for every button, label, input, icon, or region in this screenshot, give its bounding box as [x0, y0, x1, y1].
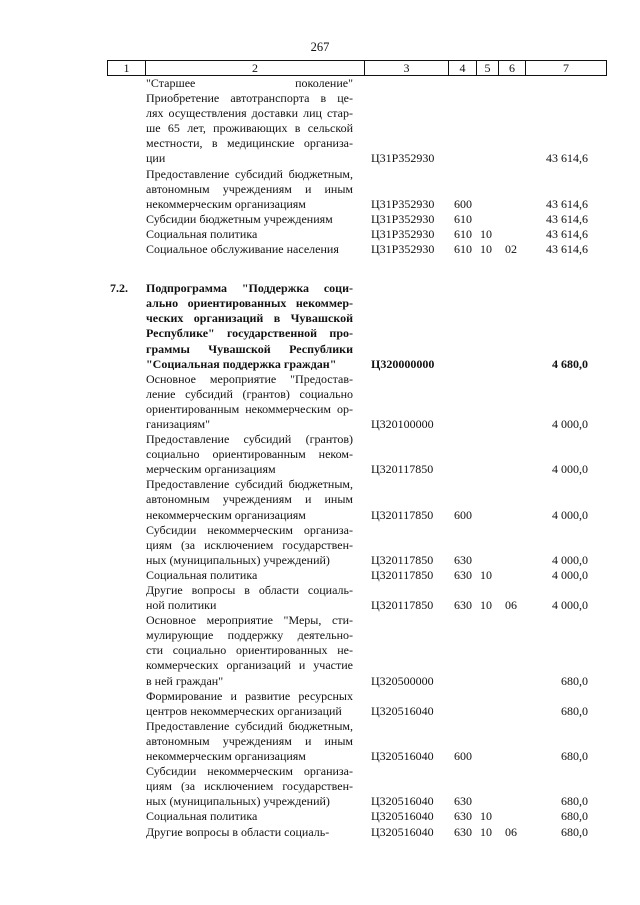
- description-line: Другие вопросы в области социаль-: [146, 583, 353, 597]
- target-article-code: Ц320117850: [371, 598, 434, 613]
- amount-value: 680,0: [561, 809, 588, 824]
- expense-type-code: 630: [454, 552, 472, 567]
- amount-value: 43 614,6: [546, 151, 588, 166]
- description-line: в ней граждан": [146, 673, 224, 688]
- table-row: [0, 689, 640, 719]
- subsection-code: 06: [505, 598, 517, 613]
- target-article-code: Ц31Р352930: [371, 242, 435, 257]
- expense-type-code: 600: [454, 507, 472, 522]
- column-header-table: [107, 60, 607, 76]
- row-description: [146, 432, 353, 477]
- target-article-code: Ц320117850: [371, 462, 434, 477]
- table-row: [0, 167, 640, 212]
- row-description: [146, 477, 353, 522]
- column-header-cell: 5: [477, 61, 499, 76]
- row-description: [146, 281, 353, 372]
- description-line: граммы Чувашской Республики: [146, 341, 353, 356]
- row-description: [146, 568, 353, 583]
- expense-type-code: 600: [454, 749, 472, 764]
- page-number: 267: [310, 40, 330, 54]
- row-description: [146, 809, 353, 824]
- description-line: автономным учреждениям и иным: [146, 181, 353, 196]
- description-line: некоммерческим организациям: [146, 196, 306, 211]
- description-line: некоммерческим организациям: [146, 507, 306, 522]
- amount-value: 4 680,0: [552, 356, 588, 371]
- expense-type-code: 630: [454, 567, 472, 582]
- row-description: [146, 76, 353, 167]
- column-header-cell: 3: [365, 61, 449, 76]
- row-description: [146, 764, 353, 809]
- description-line: местности, в медицинские организа-: [146, 136, 353, 151]
- description-line: ных (муниципальных) учреждений): [146, 794, 330, 809]
- description-line: Основное мероприятие "Меры, сти-: [146, 613, 353, 628]
- target-article-code: Ц31Р352930: [371, 151, 435, 166]
- description-line: некоммерческим организациям: [146, 749, 306, 764]
- row-description: [146, 583, 353, 613]
- target-article-code: Ц31Р352930: [371, 226, 435, 241]
- section-code: 10: [480, 226, 492, 241]
- column-header-cell: 7: [526, 61, 607, 76]
- table-row: [0, 764, 640, 809]
- row-description: [146, 523, 353, 568]
- row-description: [146, 242, 353, 257]
- description-line: Социальная политика: [146, 567, 258, 582]
- description-line: ше 65 лет, проживающих в сельской: [146, 121, 353, 136]
- row-spacer: [0, 257, 640, 281]
- subsection-code: 02: [505, 242, 517, 257]
- target-article-code: Ц31Р352930: [371, 196, 435, 211]
- table-row: [0, 432, 640, 477]
- description-line: ление субсидий (грантов) социально: [146, 386, 353, 401]
- description-line: Подпрограмма "Поддержка соци-: [146, 281, 353, 296]
- row-number: 7.2.: [110, 281, 128, 296]
- amount-value: 680,0: [561, 824, 588, 839]
- description-line: ческих организаций в Чувашской: [146, 311, 353, 326]
- amount-value: 680,0: [561, 673, 588, 688]
- description-line: коммерческих организаций и участие: [146, 658, 353, 673]
- description-line: Предоставление субсидий (грантов): [146, 432, 353, 447]
- target-article-code: Ц320516040: [371, 703, 434, 718]
- column-header-cell: 1: [108, 61, 146, 76]
- description-line: Субсидии некоммерческим организа-: [146, 764, 353, 779]
- table-row: [0, 281, 640, 372]
- target-article-code: Ц320516040: [371, 824, 434, 839]
- amount-value: 43 614,6: [546, 211, 588, 226]
- description-line: мулирующие поддержку деятельно-: [146, 628, 353, 643]
- target-article-code: Ц320516040: [371, 794, 434, 809]
- description-line: Основное мероприятие "Предостав-: [146, 371, 353, 386]
- description-line: автономным учреждениям и иным: [146, 733, 353, 748]
- amount-value: 4 000,0: [552, 552, 588, 567]
- table-row: [0, 212, 640, 227]
- expense-type-code: 630: [454, 598, 472, 613]
- amount-value: 680,0: [561, 794, 588, 809]
- row-description: [146, 167, 353, 212]
- description-line: Другие вопросы в области социаль-: [146, 824, 330, 839]
- table-row: [0, 242, 640, 257]
- amount-value: 4 000,0: [552, 462, 588, 477]
- row-description: [146, 689, 353, 719]
- column-header-cell: 6: [499, 61, 526, 76]
- section-code: 10: [480, 567, 492, 582]
- amount-value: 4 000,0: [552, 567, 588, 582]
- description-line: циям (за исключением государствен-: [146, 537, 353, 552]
- description-line: циям (за исключением государствен-: [146, 779, 353, 794]
- target-article-code: Ц320117850: [371, 552, 434, 567]
- description-line: "Старшее поколение": [146, 76, 353, 90]
- target-article-code: Ц320516040: [371, 749, 434, 764]
- table-row: [0, 523, 640, 568]
- description-line: ной политики: [146, 598, 217, 613]
- table-row: [0, 583, 640, 613]
- target-article-code: Ц320000000: [371, 356, 435, 371]
- description-line: центров некоммерческих организаций: [146, 703, 342, 718]
- target-article-code: Ц31Р352930: [371, 211, 435, 226]
- amount-value: 4 000,0: [552, 598, 588, 613]
- description-line: Социальное обслуживание населения: [146, 242, 339, 257]
- expense-type-code: 610: [454, 211, 472, 226]
- description-line: ции: [146, 151, 166, 166]
- amount-value: 680,0: [561, 703, 588, 718]
- amount-value: 4 000,0: [552, 416, 588, 431]
- description-line: ориентированным некоммерческим ор-: [146, 401, 353, 416]
- section-code: 10: [480, 598, 492, 613]
- expense-type-code: 630: [454, 809, 472, 824]
- table-row: [0, 568, 640, 583]
- row-description: [146, 613, 353, 688]
- row-description: [146, 227, 353, 242]
- description-line: Формирование и развитие ресурсных: [146, 688, 353, 703]
- description-line: автономным учреждениям и иным: [146, 492, 353, 507]
- section-code: 10: [480, 824, 492, 839]
- column-header-row: [108, 61, 607, 76]
- description-line: Республике" государственной про-: [146, 326, 353, 341]
- table-row: [0, 372, 640, 432]
- column-header-cell: 4: [449, 61, 477, 76]
- expense-type-code: 610: [454, 226, 472, 241]
- description-line: "Социальная поддержка граждан": [146, 356, 337, 371]
- description-line: Предоставление субсидий бюджетным,: [146, 166, 353, 181]
- expense-type-code: 630: [454, 794, 472, 809]
- description-line: Социальная политика: [146, 809, 258, 824]
- description-line: лях осуществления доставки лиц стар-: [146, 106, 353, 121]
- table-row: [0, 477, 640, 522]
- description-line: мерческим организациям: [146, 462, 276, 477]
- row-description: [146, 719, 353, 764]
- amount-value: 680,0: [561, 749, 588, 764]
- subsection-code: 06: [505, 824, 517, 839]
- description-line: ных (муниципальных) учреждений): [146, 552, 330, 567]
- column-header-cell: 2: [146, 61, 365, 76]
- amount-value: 4 000,0: [552, 507, 588, 522]
- table-row: [0, 719, 640, 764]
- target-article-code: Ц320117850: [371, 507, 434, 522]
- table-row: [0, 76, 640, 167]
- description-line: ганизациям": [146, 416, 211, 431]
- table-row: [0, 825, 640, 840]
- target-article-code: Ц320117850: [371, 567, 434, 582]
- description-line: Социальная политика: [146, 226, 258, 241]
- amount-value: 43 614,6: [546, 196, 588, 211]
- description-line: Предоставление субсидий бюджетным,: [146, 718, 353, 733]
- table-row: [0, 809, 640, 824]
- description-line: Субсидии некоммерческим организа-: [146, 522, 353, 537]
- table-row: [0, 613, 640, 688]
- row-description: [146, 825, 353, 840]
- row-description: [146, 372, 353, 432]
- description-line: социально ориентированным неком-: [146, 447, 353, 462]
- description-line: ально ориентированных некоммер-: [146, 296, 353, 311]
- expense-type-code: 610: [454, 242, 472, 257]
- section-code: 10: [480, 242, 492, 257]
- row-description: [146, 212, 353, 227]
- amount-value: 43 614,6: [546, 226, 588, 241]
- target-article-code: Ц320500000: [371, 673, 434, 688]
- description-line: сти социально ориентированных не-: [146, 643, 353, 658]
- target-article-code: Ц320100000: [371, 416, 434, 431]
- expense-type-code: 600: [454, 196, 472, 211]
- expense-type-code: 630: [454, 824, 472, 839]
- description-line: Субсидии бюджетным учреждениям: [146, 211, 333, 226]
- section-code: 10: [480, 809, 492, 824]
- target-article-code: Ц320516040: [371, 809, 434, 824]
- budget-table-body: [0, 76, 640, 840]
- amount-value: 43 614,6: [546, 242, 588, 257]
- description-line: Приобретение автотранспорта в це-: [146, 91, 353, 106]
- description-line: Предоставление субсидий бюджетным,: [146, 477, 353, 492]
- table-row: [0, 227, 640, 242]
